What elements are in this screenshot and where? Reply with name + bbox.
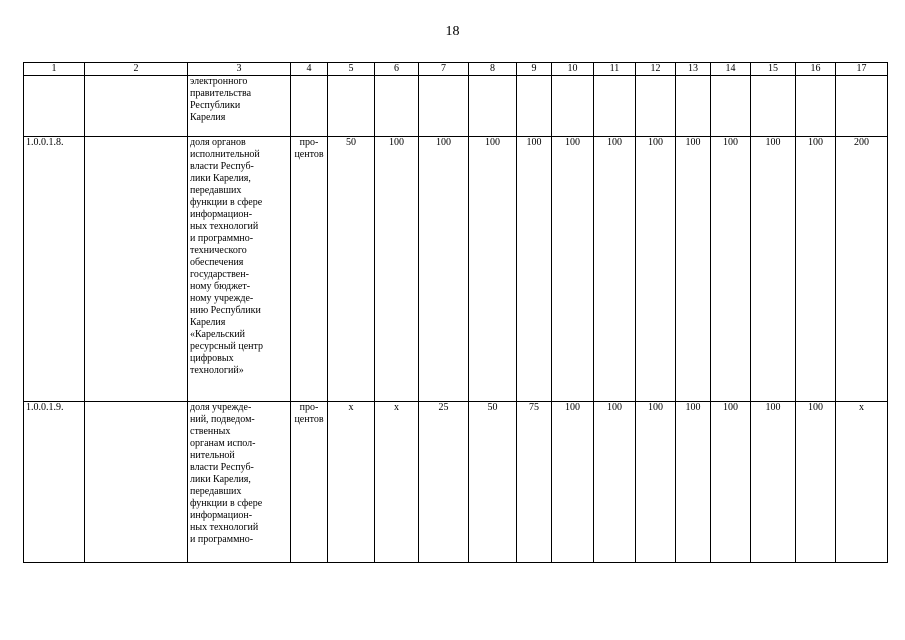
value-cell — [711, 76, 751, 137]
value-cell: 100 — [796, 137, 836, 402]
column-number: 8 — [469, 63, 517, 76]
value-cell: 100 — [711, 402, 751, 563]
value-cell: х — [375, 402, 419, 563]
value-cell: 100 — [552, 402, 594, 563]
value-cell: 100 — [419, 137, 469, 402]
column-number: 11 — [594, 63, 636, 76]
value-cell: 100 — [594, 402, 636, 563]
column-number: 12 — [636, 63, 676, 76]
value-cell: 100 — [796, 402, 836, 563]
value-cell: 100 — [636, 137, 676, 402]
column-number: 9 — [517, 63, 552, 76]
value-cell: 100 — [375, 137, 419, 402]
column-number: 14 — [711, 63, 751, 76]
value-cell — [552, 76, 594, 137]
indicator-description: доля учрежде- ний, подведом- ственных органам испол- нительной власти Респуб- лики Карелия, передавших функции в сфере информацион- ных технологий и программно- — [188, 402, 291, 563]
indicator-group-cell — [85, 402, 188, 563]
value-cell: 200 — [836, 137, 888, 402]
table-row — [24, 402, 888, 563]
column-number: 13 — [676, 63, 711, 76]
value-cell: 100 — [751, 137, 796, 402]
column-number: 16 — [796, 63, 836, 76]
value-cell: 100 — [751, 402, 796, 563]
value-cell: 100 — [552, 137, 594, 402]
value-cell: 100 — [676, 137, 711, 402]
column-number: 15 — [751, 63, 796, 76]
indicator-table — [23, 62, 888, 563]
value-cell: 100 — [517, 137, 552, 402]
value-cell — [517, 76, 552, 137]
column-number: 7 — [419, 63, 469, 76]
column-number: 10 — [552, 63, 594, 76]
value-cell — [751, 76, 796, 137]
value-cell: 100 — [636, 402, 676, 563]
value-cell: 100 — [711, 137, 751, 402]
value-cell — [676, 76, 711, 137]
column-number: 17 — [836, 63, 888, 76]
indicator-group-cell — [85, 76, 188, 137]
indicator-code — [24, 76, 85, 137]
value-cell — [469, 76, 517, 137]
value-cell — [419, 76, 469, 137]
column-number: 6 — [375, 63, 419, 76]
value-cell — [328, 76, 375, 137]
table-row — [24, 137, 888, 402]
indicator-group-cell — [85, 137, 188, 402]
indicator-description: электронного правительства Республики Карелия — [188, 76, 291, 137]
page-number: 18 — [445, 24, 460, 39]
value-cell: 100 — [594, 137, 636, 402]
indicator-code: 1.0.0.1.9. — [24, 402, 85, 563]
value-cell — [836, 76, 888, 137]
value-cell: 100 — [676, 402, 711, 563]
value-cell — [594, 76, 636, 137]
indicator-unit — [291, 76, 328, 137]
indicator-unit: про- центов — [291, 137, 328, 402]
column-number: 3 — [188, 63, 291, 76]
table-row — [24, 76, 888, 137]
value-cell — [636, 76, 676, 137]
value-cell: х — [836, 402, 888, 563]
column-number: 1 — [24, 63, 85, 76]
column-number: 4 — [291, 63, 328, 76]
value-cell: 75 — [517, 402, 552, 563]
value-cell: 50 — [328, 137, 375, 402]
value-cell — [796, 76, 836, 137]
value-cell — [375, 76, 419, 137]
indicator-description: доля органов исполнительной власти Респуб- лики Карелия, передавших функции в сфере информацион- ных технологий и программно- технического обеспечения государствен- ному бюджет- ному учрежде- нию Республики Карелия «Карельский ресурсный центр цифровых технологий» — [188, 137, 291, 402]
indicator-code: 1.0.0.1.8. — [24, 137, 85, 402]
indicator-unit: про- центов — [291, 402, 328, 563]
value-cell: х — [328, 402, 375, 563]
value-cell: 25 — [419, 402, 469, 563]
value-cell: 50 — [469, 402, 517, 563]
value-cell: 100 — [469, 137, 517, 402]
column-number: 2 — [85, 63, 188, 76]
column-number-row — [24, 63, 888, 76]
column-number: 5 — [328, 63, 375, 76]
